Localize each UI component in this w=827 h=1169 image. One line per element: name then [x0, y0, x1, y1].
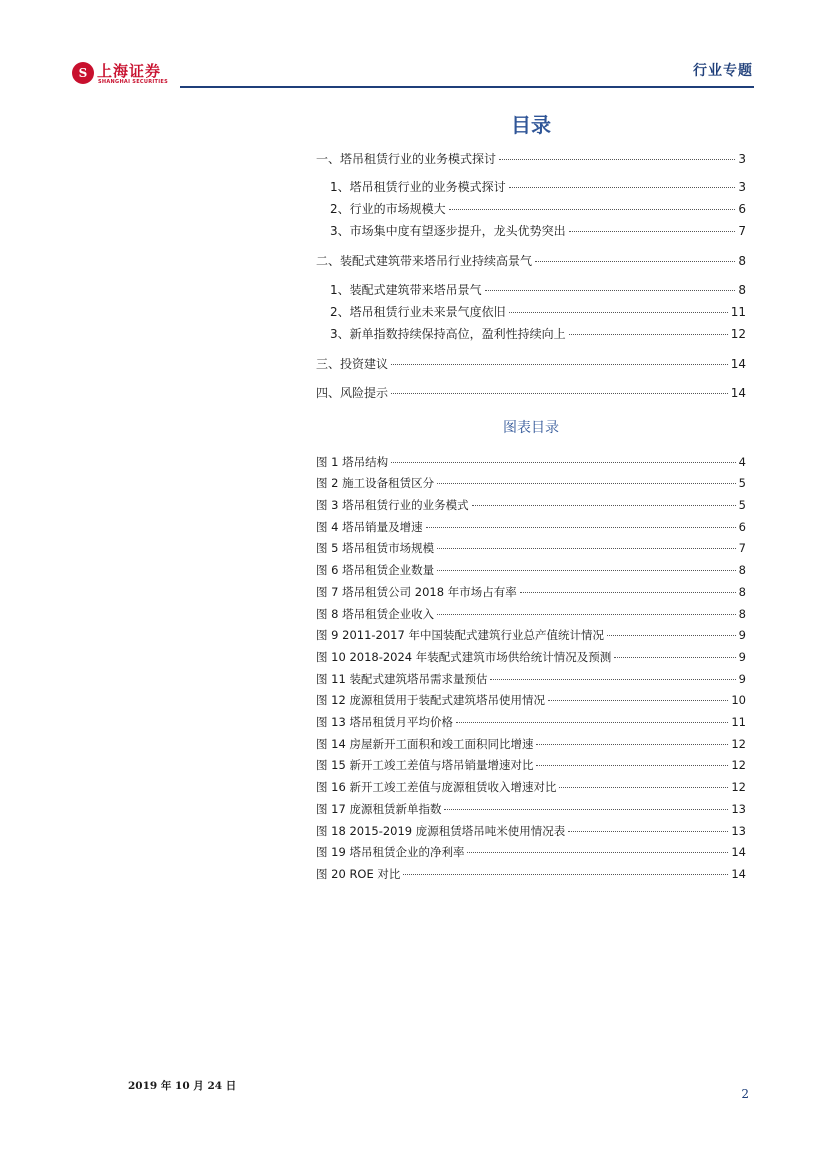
toc-leader — [490, 679, 735, 680]
figure-entry[interactable] — [316, 518, 746, 536]
figure-entry-label: 图 3 塔吊租赁行业的业务模式 — [316, 498, 469, 512]
toc-entry-page: 3 — [738, 180, 746, 194]
toc-entry[interactable] — [316, 384, 746, 402]
figure-entry-page: 11 — [731, 715, 746, 729]
figure-entry-page: 8 — [738, 607, 746, 621]
figure-entry-label: 图 17 庞源租赁新单指数 — [316, 802, 442, 816]
figure-entry[interactable] — [316, 691, 746, 709]
toc-heading: 目录 — [511, 113, 551, 137]
toc-leader — [536, 744, 728, 745]
figure-entry-page: 9 — [738, 672, 746, 686]
toc-leader — [472, 505, 736, 506]
figure-entry-page: 4 — [738, 455, 746, 469]
figure-entry-page: 10 — [731, 693, 746, 707]
figure-entry[interactable] — [316, 583, 746, 601]
figure-entry[interactable] — [316, 539, 746, 557]
figure-entry[interactable] — [316, 626, 746, 644]
figure-entry-label: 图 10 2018-2024 年装配式建筑市场供给统计情况及预测 — [316, 650, 612, 664]
figure-entry[interactable] — [316, 756, 746, 774]
toc-leader — [449, 209, 736, 210]
figure-entry-label: 图 18 2015-2019 庞源租赁塔吊吨米使用情况表 — [316, 824, 566, 838]
toc-entry[interactable] — [316, 355, 746, 373]
toc-entry-page: 11 — [730, 305, 746, 319]
toc-leader — [391, 462, 736, 463]
figure-entry[interactable] — [316, 778, 746, 796]
figure-entry[interactable] — [316, 735, 746, 753]
company-logo — [72, 60, 172, 90]
figure-entry-label: 图 15 新开工竣工差值与塔吊销量增速对比 — [316, 758, 534, 772]
figure-entry-page: 13 — [731, 824, 746, 838]
toc-leader — [548, 700, 728, 701]
figure-entry-page: 12 — [731, 780, 746, 794]
toc-leader — [426, 527, 736, 528]
toc-leader — [499, 159, 735, 160]
toc-entry-label: 3、新单指数持续保持高位，盈利性持续向上 — [330, 327, 566, 341]
figure-entry[interactable] — [316, 670, 746, 688]
figure-entry-label: 图 12 庞源租赁用于装配式建筑塔吊使用情况 — [316, 693, 545, 707]
toc-leader — [569, 231, 736, 232]
figure-entry[interactable] — [316, 561, 746, 579]
figure-entry[interactable] — [316, 648, 746, 666]
toc-entry[interactable] — [316, 252, 746, 270]
toc-entry-page: 7 — [738, 224, 746, 238]
toc-leader — [520, 592, 736, 593]
toc-leader — [536, 765, 728, 766]
figure-entry-page: 5 — [738, 498, 746, 512]
toc-entry-page: 3 — [738, 152, 746, 166]
figure-entry-label: 图 11 装配式建筑塔吊需求量预估 — [316, 672, 488, 686]
page-number: 2 — [741, 1087, 749, 1101]
toc-entry[interactable] — [330, 222, 746, 240]
toc-leader — [569, 334, 728, 335]
figure-entry-page: 14 — [731, 845, 746, 859]
toc-entry-label: 2、塔吊租赁行业未来景气度依旧 — [330, 305, 506, 319]
toc-leader — [467, 852, 728, 853]
figure-entry-page: 5 — [738, 476, 746, 490]
figure-entry-page: 8 — [738, 585, 746, 599]
figure-entry-page: 13 — [731, 802, 746, 816]
toc-entry-label: 1、塔吊租赁行业的业务模式探讨 — [330, 180, 506, 194]
figure-entry-page: 8 — [738, 563, 746, 577]
figure-entry[interactable] — [316, 843, 746, 861]
toc-leader — [437, 483, 736, 484]
toc-entry-page: 8 — [738, 283, 746, 297]
figure-entry[interactable] — [316, 713, 746, 731]
figure-entry-label: 图 4 塔吊销量及增速 — [316, 520, 423, 534]
figure-entry-label: 图 20 ROE 对比 — [316, 867, 401, 881]
figure-entry-page: 7 — [738, 541, 746, 555]
toc-leader — [535, 261, 735, 262]
toc-leader — [568, 831, 728, 832]
toc-entry-label: 三、投资建议 — [316, 357, 389, 371]
toc-leader — [444, 809, 728, 810]
toc-leader — [437, 548, 736, 549]
figure-entry-label: 图 13 塔吊租赁月平均价格 — [316, 715, 453, 729]
toc-leader — [485, 290, 736, 291]
toc-entry-page: 12 — [730, 327, 746, 341]
toc-entry-label: 二、装配式建筑带来塔吊行业持续高景气 — [316, 254, 533, 268]
toc-entry[interactable] — [316, 150, 746, 168]
figure-entry[interactable] — [316, 865, 746, 883]
toc-entry[interactable] — [330, 200, 746, 218]
figure-entry-label: 图 14 房屋新开工面积和竣工面积同比增速 — [316, 737, 534, 751]
figure-entry-page: 9 — [738, 628, 746, 642]
toc-entry-page: 6 — [738, 202, 746, 216]
toc-entry[interactable] — [330, 325, 746, 343]
toc-entry[interactable] — [330, 303, 746, 321]
toc-entry-label: 2、行业的市场规模大 — [330, 202, 446, 216]
toc-leader — [391, 393, 728, 394]
toc-leader — [509, 312, 728, 313]
figure-entry-page: 14 — [731, 867, 746, 881]
figure-entry-label: 图 5 塔吊租赁市场规模 — [316, 541, 435, 555]
figure-entry-label: 图 2 施工设备租赁区分 — [316, 476, 435, 490]
footer-date: 2019 年 10 月 24 日 — [128, 1080, 237, 1092]
toc-entry-label: 四、风险提示 — [316, 386, 389, 400]
toc-leader — [614, 657, 735, 658]
figure-entry[interactable] — [316, 496, 746, 514]
figure-entry-label: 图 9 2011-2017 年中国装配式建筑行业总产值统计情况 — [316, 628, 604, 642]
figure-entry-page: 12 — [731, 737, 746, 751]
toc-entry-page: 14 — [730, 386, 746, 400]
toc-leader — [509, 187, 736, 188]
header-title: 行业专题 — [693, 63, 753, 79]
figure-entry-label: 图 19 塔吊租赁企业的净利率 — [316, 845, 465, 859]
header-divider — [180, 86, 754, 88]
toc-leader — [437, 570, 736, 571]
toc-entry[interactable] — [330, 178, 746, 196]
toc-leader — [607, 635, 736, 636]
figure-entry-page: 9 — [738, 650, 746, 664]
logo-subtext: SHANGHAI SECURITIES — [98, 79, 169, 85]
toc-entry[interactable] — [330, 281, 746, 299]
figure-entry-label: 图 16 新开工竣工差值与庞源租赁收入增速对比 — [316, 780, 557, 794]
figure-entry-page: 12 — [731, 758, 746, 772]
toc-entry-label: 1、装配式建筑带来塔吊景气 — [330, 283, 482, 297]
figure-entry-label: 图 8 塔吊租赁企业收入 — [316, 607, 435, 621]
figure-entry-label: 图 7 塔吊租赁公司 2018 年市场占有率 — [316, 585, 517, 599]
figure-entry[interactable] — [316, 605, 746, 623]
toc-leader — [559, 787, 728, 788]
toc-leader — [391, 364, 728, 365]
toc-leader — [456, 722, 728, 723]
toc-leader — [403, 874, 728, 875]
toc-entry-label: 一、塔吊租赁行业的业务模式探讨 — [316, 152, 497, 166]
figure-entry[interactable] — [316, 474, 746, 492]
toc-entry-page: 14 — [730, 357, 746, 371]
logo-name: 上海证券 — [97, 62, 162, 80]
toc-entry-page: 8 — [738, 254, 746, 268]
figure-entry[interactable] — [316, 800, 746, 818]
figure-entry[interactable] — [316, 453, 746, 471]
logo-emblem: S — [72, 62, 94, 84]
figure-entry-label: 图 6 塔吊租赁企业数量 — [316, 563, 435, 577]
figure-entry[interactable] — [316, 822, 746, 840]
toc-leader — [437, 614, 736, 615]
figure-entry-label: 图 1 塔吊结构 — [316, 455, 389, 469]
figures-heading: 图表目录 — [503, 420, 559, 436]
toc-entry-label: 3、市场集中度有望逐步提升，龙头优势突出 — [330, 224, 566, 238]
figure-entry-page: 6 — [738, 520, 746, 534]
